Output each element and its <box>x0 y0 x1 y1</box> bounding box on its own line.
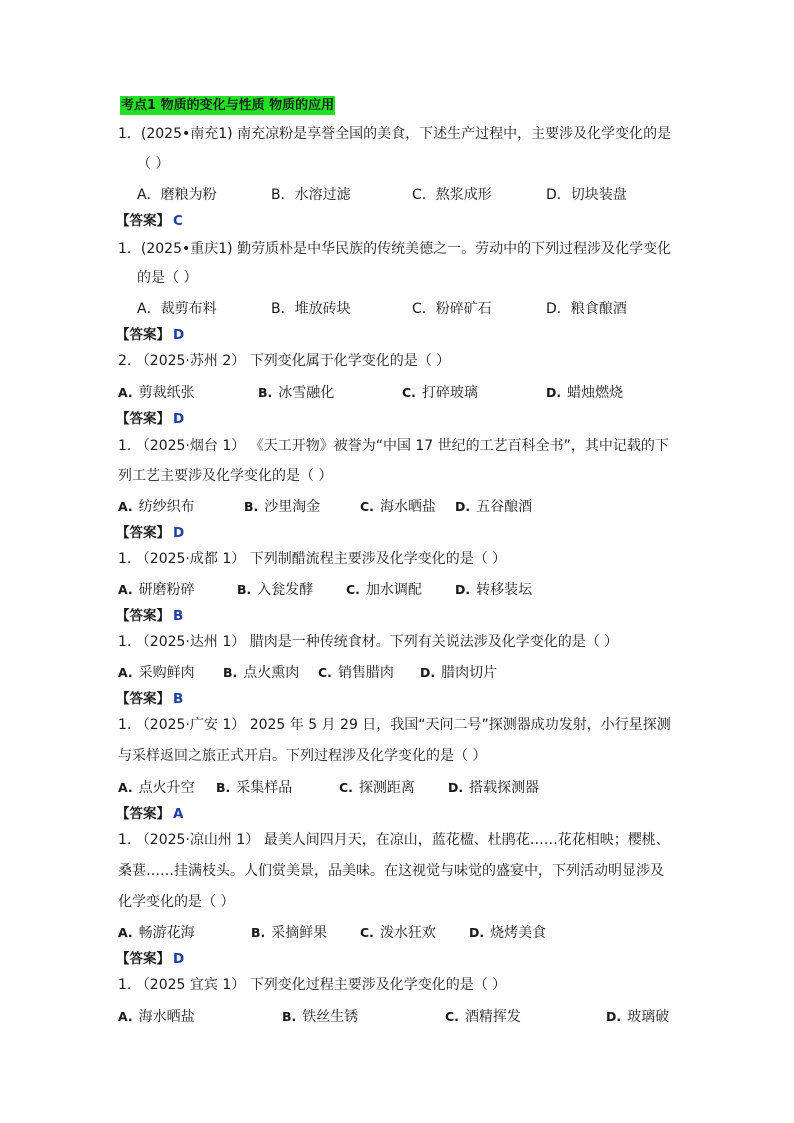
question-9-line-1: 1. （2025 宜宾 1） 下列变化过程主要涉及化学变化的是（ ） <box>118 977 507 993</box>
question-8-line-3: 化学变化的是（ ） <box>118 894 235 910</box>
answer-2 <box>116 326 184 344</box>
question-1-option-d: D．切块装盘 <box>546 187 627 203</box>
answer-value: B <box>173 608 184 624</box>
question-6-option-b: B. 点火熏肉 <box>223 665 300 681</box>
question-6-option-a: A. 采购鲜肉 <box>118 665 195 681</box>
question-6-option-d: D. 腊肉切片 <box>420 665 498 681</box>
answer-3 <box>116 410 184 428</box>
question-8-option-c: C. 泼水狂欢 <box>360 925 436 941</box>
question-5-line-1: 1. （2025·成都 1） 下列制醋流程主要涉及化学变化的是（ ） <box>118 551 507 567</box>
question-7-option-d: D. 搭载探测器 <box>448 780 540 796</box>
answer-label: 【答案】 <box>116 608 170 624</box>
answer-label: 【答案】 <box>116 806 170 822</box>
answer-value: D <box>173 525 185 541</box>
question-7-line-1: 1. （2025·广安 1） 2025 年 5 月 29 日，我国“天问二号”探测器成功发射，小行星探测 <box>118 717 671 733</box>
question-1-line-2: （ ） <box>137 156 170 172</box>
question-6-line-1: 1. （2025·达州 1） 腊肉是一种传统食材。下列有关说法涉及化学变化的是（ ） <box>118 634 619 650</box>
answer-label: 【答案】 <box>116 213 170 229</box>
question-3-option-d: D. 蜡烛燃烧 <box>546 385 624 401</box>
question-8-option-b: B. 采摘鲜果 <box>251 925 328 941</box>
question-5-option-a: A. 研磨粉碎 <box>118 582 195 598</box>
question-3-option-b: B. 冰雪融化 <box>258 385 335 401</box>
question-3-option-a: A. 剪裁纸张 <box>118 385 195 401</box>
question-9-option-c: C. 酒精挥发 <box>445 1009 521 1025</box>
question-4-option-a: A. 纺纱织布 <box>118 499 195 515</box>
answer-5 <box>116 607 183 625</box>
answer-6 <box>116 690 183 708</box>
question-2-line-1: 1．(2025•重庆1) 勤劳质朴是中华民族的传统美德之一。劳动中的下列过程涉及化学变化 <box>118 241 672 257</box>
answer-label: 【答案】 <box>116 327 170 343</box>
question-7-option-c: C. 探测距离 <box>339 780 415 796</box>
question-8-option-a: A. 畅游花海 <box>118 925 195 941</box>
question-1-option-a: A．磨粮为粉 <box>137 187 217 203</box>
question-2-line-2: 的是（ ） <box>137 270 198 286</box>
answer-label: 【答案】 <box>116 525 170 541</box>
question-4-option-b: B. 沙里淘金 <box>244 499 321 515</box>
question-2-option-c: C．粉碎矿石 <box>412 301 492 317</box>
question-7-option-b: B. 采集样品 <box>216 780 293 796</box>
question-8-line-1: 1. （2025·凉山州 1） 最美人间四月天，在凉山，蓝花楹、杜鹃花……花花相映；樱桃、 <box>118 832 670 848</box>
question-5-option-b: B. 入瓮发酵 <box>237 582 314 598</box>
answer-label: 【答案】 <box>116 691 170 707</box>
question-2-option-a: A．裁剪布料 <box>137 301 217 317</box>
question-8-line-2: 桑葚……挂满枝头。人们赏美景，品美味。在这视觉与味觉的盛宴中，下列活动明显涉及 <box>118 863 664 879</box>
section-title: 考点1 物质的变化与性质 物质的应用 <box>121 98 335 113</box>
question-4-line-2: 列工艺主要涉及化学变化的是（ ） <box>118 468 333 484</box>
answer-value: A <box>173 806 184 822</box>
question-5-option-c: C. 加水调配 <box>346 582 422 598</box>
question-4-line-1: 1. （2025·烟台 1） 《天工开物》被誉为“中国 17 世纪的工艺百科全书”，其中记载的下 <box>118 438 669 454</box>
answer-value: B <box>173 691 184 707</box>
question-1-option-b: B．水溶过滤 <box>271 187 351 203</box>
question-1-line-1: 1．(2025•南充1) 南充凉粉是享誉全国的美食，下述生产过程中，主要涉及化学变化的是 <box>118 126 672 142</box>
answer-7 <box>116 805 183 823</box>
question-3-line-1: 2. （2025·苏州 2） 下列变化属于化学变化的是（ ） <box>118 353 451 369</box>
answer-value: D <box>173 411 185 427</box>
question-2-option-d: D．粮食酿酒 <box>546 301 627 317</box>
question-3-option-c: C. 打碎玻璃 <box>402 385 478 401</box>
answer-1 <box>116 212 183 230</box>
question-8-option-d: D. 烧烤美食 <box>469 925 547 941</box>
answer-value: D <box>173 327 185 343</box>
question-7-line-2: 与采样返回之旅正式开启。下列过程涉及化学变化的是（ ） <box>118 748 487 764</box>
question-5-option-d: D. 转移装坛 <box>455 582 533 598</box>
question-4-option-d: D. 五谷酿酒 <box>455 499 533 515</box>
question-6-option-c: C. 销售腊肉 <box>318 665 394 681</box>
answer-8 <box>116 950 184 968</box>
answer-label: 【答案】 <box>116 951 170 967</box>
question-2-option-b: B．堆放砖块 <box>271 301 351 317</box>
question-9-option-a: A. 海水晒盐 <box>118 1009 195 1025</box>
question-9-option-d: D. 玻璃破 <box>606 1009 670 1025</box>
answer-value: D <box>173 951 185 967</box>
question-7-option-a: A. 点火升空 <box>118 780 195 796</box>
answer-4 <box>116 524 184 542</box>
question-1-option-c: C．熬浆成形 <box>412 187 492 203</box>
answer-value: C <box>173 213 183 229</box>
question-9-option-b: B. 铁丝生锈 <box>282 1009 359 1025</box>
answer-label: 【答案】 <box>116 411 170 427</box>
question-4-option-c: C. 海水晒盐 <box>360 499 436 515</box>
